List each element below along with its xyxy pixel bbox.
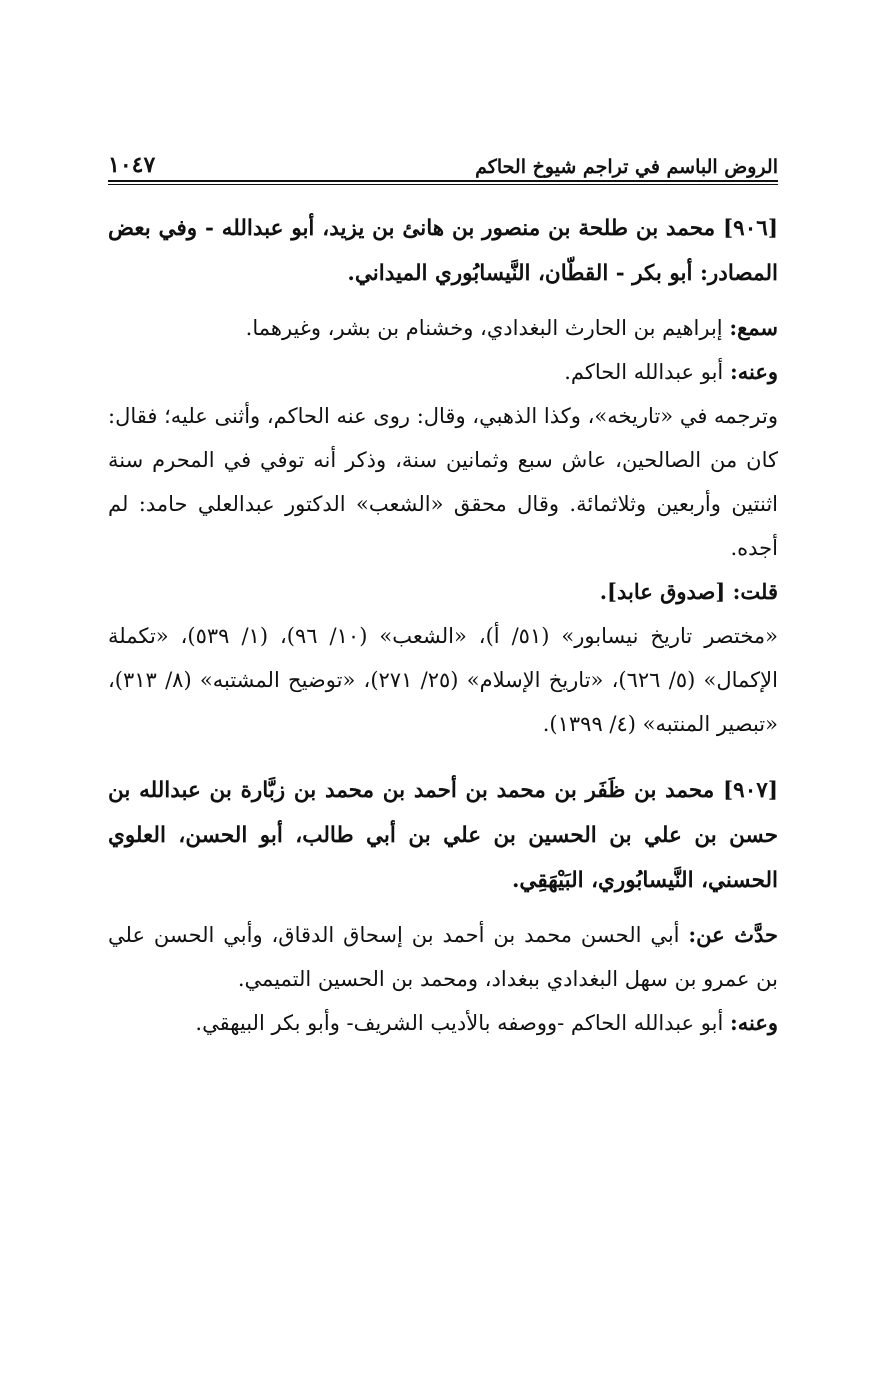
page-body bbox=[108, 206, 778, 1045]
entry-906-students bbox=[108, 350, 778, 394]
entry-907-heading: [٩٠٧] محمد بن ظَفَر بن محمد بن أحمد بن محمد بن زبَّارة بن عبدالله بن حسن بن علي بن الحسين بن علي بن أبي طالب، أبو الحسن، العلوي الحسني، النَّيسابُوري، البَيْهَقِي. bbox=[108, 778, 778, 893]
entry-907-narrated bbox=[108, 913, 778, 1001]
students-text-2: أبو عبدالله الحاكم -ووصفه بالأديب الشريف- وأبو بكر البيهقي. bbox=[195, 1011, 724, 1035]
narrated-label: حدَّث عن: bbox=[688, 922, 778, 947]
entry-906-heading: [٩٠٦] محمد بن طلحة بن منصور بن هانئ بن يزيد، أبو عبدالله - وفي بعض المصادر: أبو بكر - القطّان، النَّيسابُوري الميداني. bbox=[108, 216, 778, 286]
narrated-text: أبي الحسن محمد بن أحمد بن إسحاق الدقاق، وأبي الحسن علي بن عمرو بن سهل البغدادي ببغداد، ومحمد بن الحسين التميمي. bbox=[108, 923, 778, 991]
entry-906-sources: «مختصر تاريخ نيسابور» (٥١/ أ)، «الشعب» (١٠/ ٩٦)، (١/ ٥٣٩)، «تكملة الإكمال» (٥/ ٦٢٦)، «تاريخ الإسلام» (٢٥/ ٢٧١)، «توضيح المشتبه» (٨/ ٣١٣)، «تبصير المنتبه» (٤/ ١٣٩٩). bbox=[108, 624, 778, 736]
running-title: الروض الباسم في تراجم شيوخ الحاكم bbox=[475, 156, 778, 178]
heard-text: إبراهيم بن الحارث البغدادي، وخشنام بن بشر، وغيرهما. bbox=[245, 316, 723, 340]
header-rule-thin bbox=[108, 184, 778, 185]
students-label: وعنه: bbox=[729, 359, 778, 384]
entry-907-students bbox=[108, 1001, 778, 1045]
entry-906-bio: وترجمه في «تاريخه»، وكذا الذهبي، وقال: روى عنه الحاكم، وأثنى عليه؛ فقال: كان من الصالحين، عاش سبع وثمانين سنة، وذكر أنه توفي في المحرم سنة اثنتين وأربعين وثلاثمائة. وقال محقق «الشعب» الدكتور عبدالعلي حامد: لم أجده. bbox=[108, 404, 778, 560]
students-label-2: وعنه: bbox=[729, 1010, 778, 1035]
header-rule-thick bbox=[108, 180, 778, 182]
page-header bbox=[108, 142, 778, 178]
entry-906-verdict: قلت: [صدوق عابد]. bbox=[599, 579, 778, 604]
students-text: أبو عبدالله الحاكم. bbox=[564, 360, 724, 384]
entry-separator bbox=[108, 746, 778, 768]
page-number: ١٠٤٧ bbox=[108, 152, 156, 178]
heard-label: سمع: bbox=[729, 315, 778, 340]
entry-906-heard bbox=[108, 306, 778, 350]
